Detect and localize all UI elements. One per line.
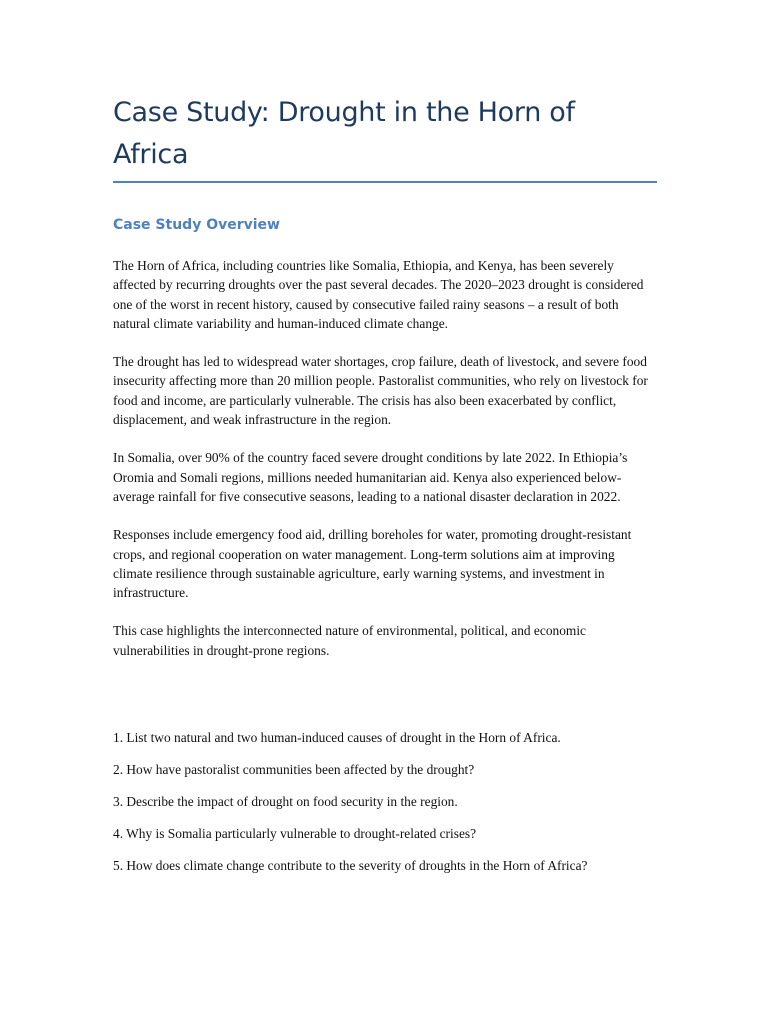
paragraph-2: The drought has led to widespread water shortages, crop failure, death of livestock, and severe food insecurity affecting more than 20 million people. Pastoralist communities, who rely on livestock for food and income, are particularly vulnerable. The crisis has also been exacerbated by conflict, displacement, and weak infrastructure in the region. bbox=[113, 354, 648, 428]
question-list bbox=[113, 728, 657, 875]
paragraph-4: Responses include emergency food aid, drilling boreholes for water, promoting drought-resistant crops, and regional cooperation on water management. Long-term solutions aim at improving climate resilience through sustainable agriculture, early warning systems, and investment in infrastructure. bbox=[113, 527, 632, 601]
paragraph-1: The Horn of Africa, including countries like Somalia, Ethiopia, and Kenya, has been severely affected by recurring droughts over the past several decades. The 2020–2023 drought is considered one of the worst in recent history, caused by consecutive failed rainy seasons – a result of both natural climate variability and human-induced climate change. bbox=[113, 258, 644, 331]
document-title: Case Study: Drought in the Horn of Africa bbox=[113, 97, 575, 170]
question-3: 3. Describe the impact of drought on food security in the region. bbox=[113, 793, 458, 809]
overview-paragraphs bbox=[113, 256, 657, 660]
question-5: 5. How does climate change contribute to the severity of droughts in the Horn of Africa? bbox=[113, 857, 588, 873]
paragraph-5: This case highlights the interconnected nature of environmental, political, and economic vulnerabilities in drought-prone regions. bbox=[113, 623, 586, 658]
section-heading: Case Study Overview bbox=[113, 217, 280, 233]
paragraph-3: In Somalia, over 90% of the country faced severe drought conditions by late 2022. In Ethiopia’s Oromia and Somali regions, millions needed humanitarian aid. Kenya also experienced below-average rainfall for five consecutive seasons, leading to a national disaster declaration in 2022. bbox=[113, 450, 628, 504]
title-underline bbox=[113, 181, 657, 183]
document-body bbox=[113, 92, 657, 888]
question-1: 1. List two natural and two human-induced causes of drought in the Horn of Africa. bbox=[113, 730, 561, 746]
question-4: 4. Why is Somalia particularly vulnerable to drought-related crises? bbox=[113, 825, 477, 841]
question-2: 2. How have pastoralist communities been affected by the drought? bbox=[113, 761, 475, 777]
